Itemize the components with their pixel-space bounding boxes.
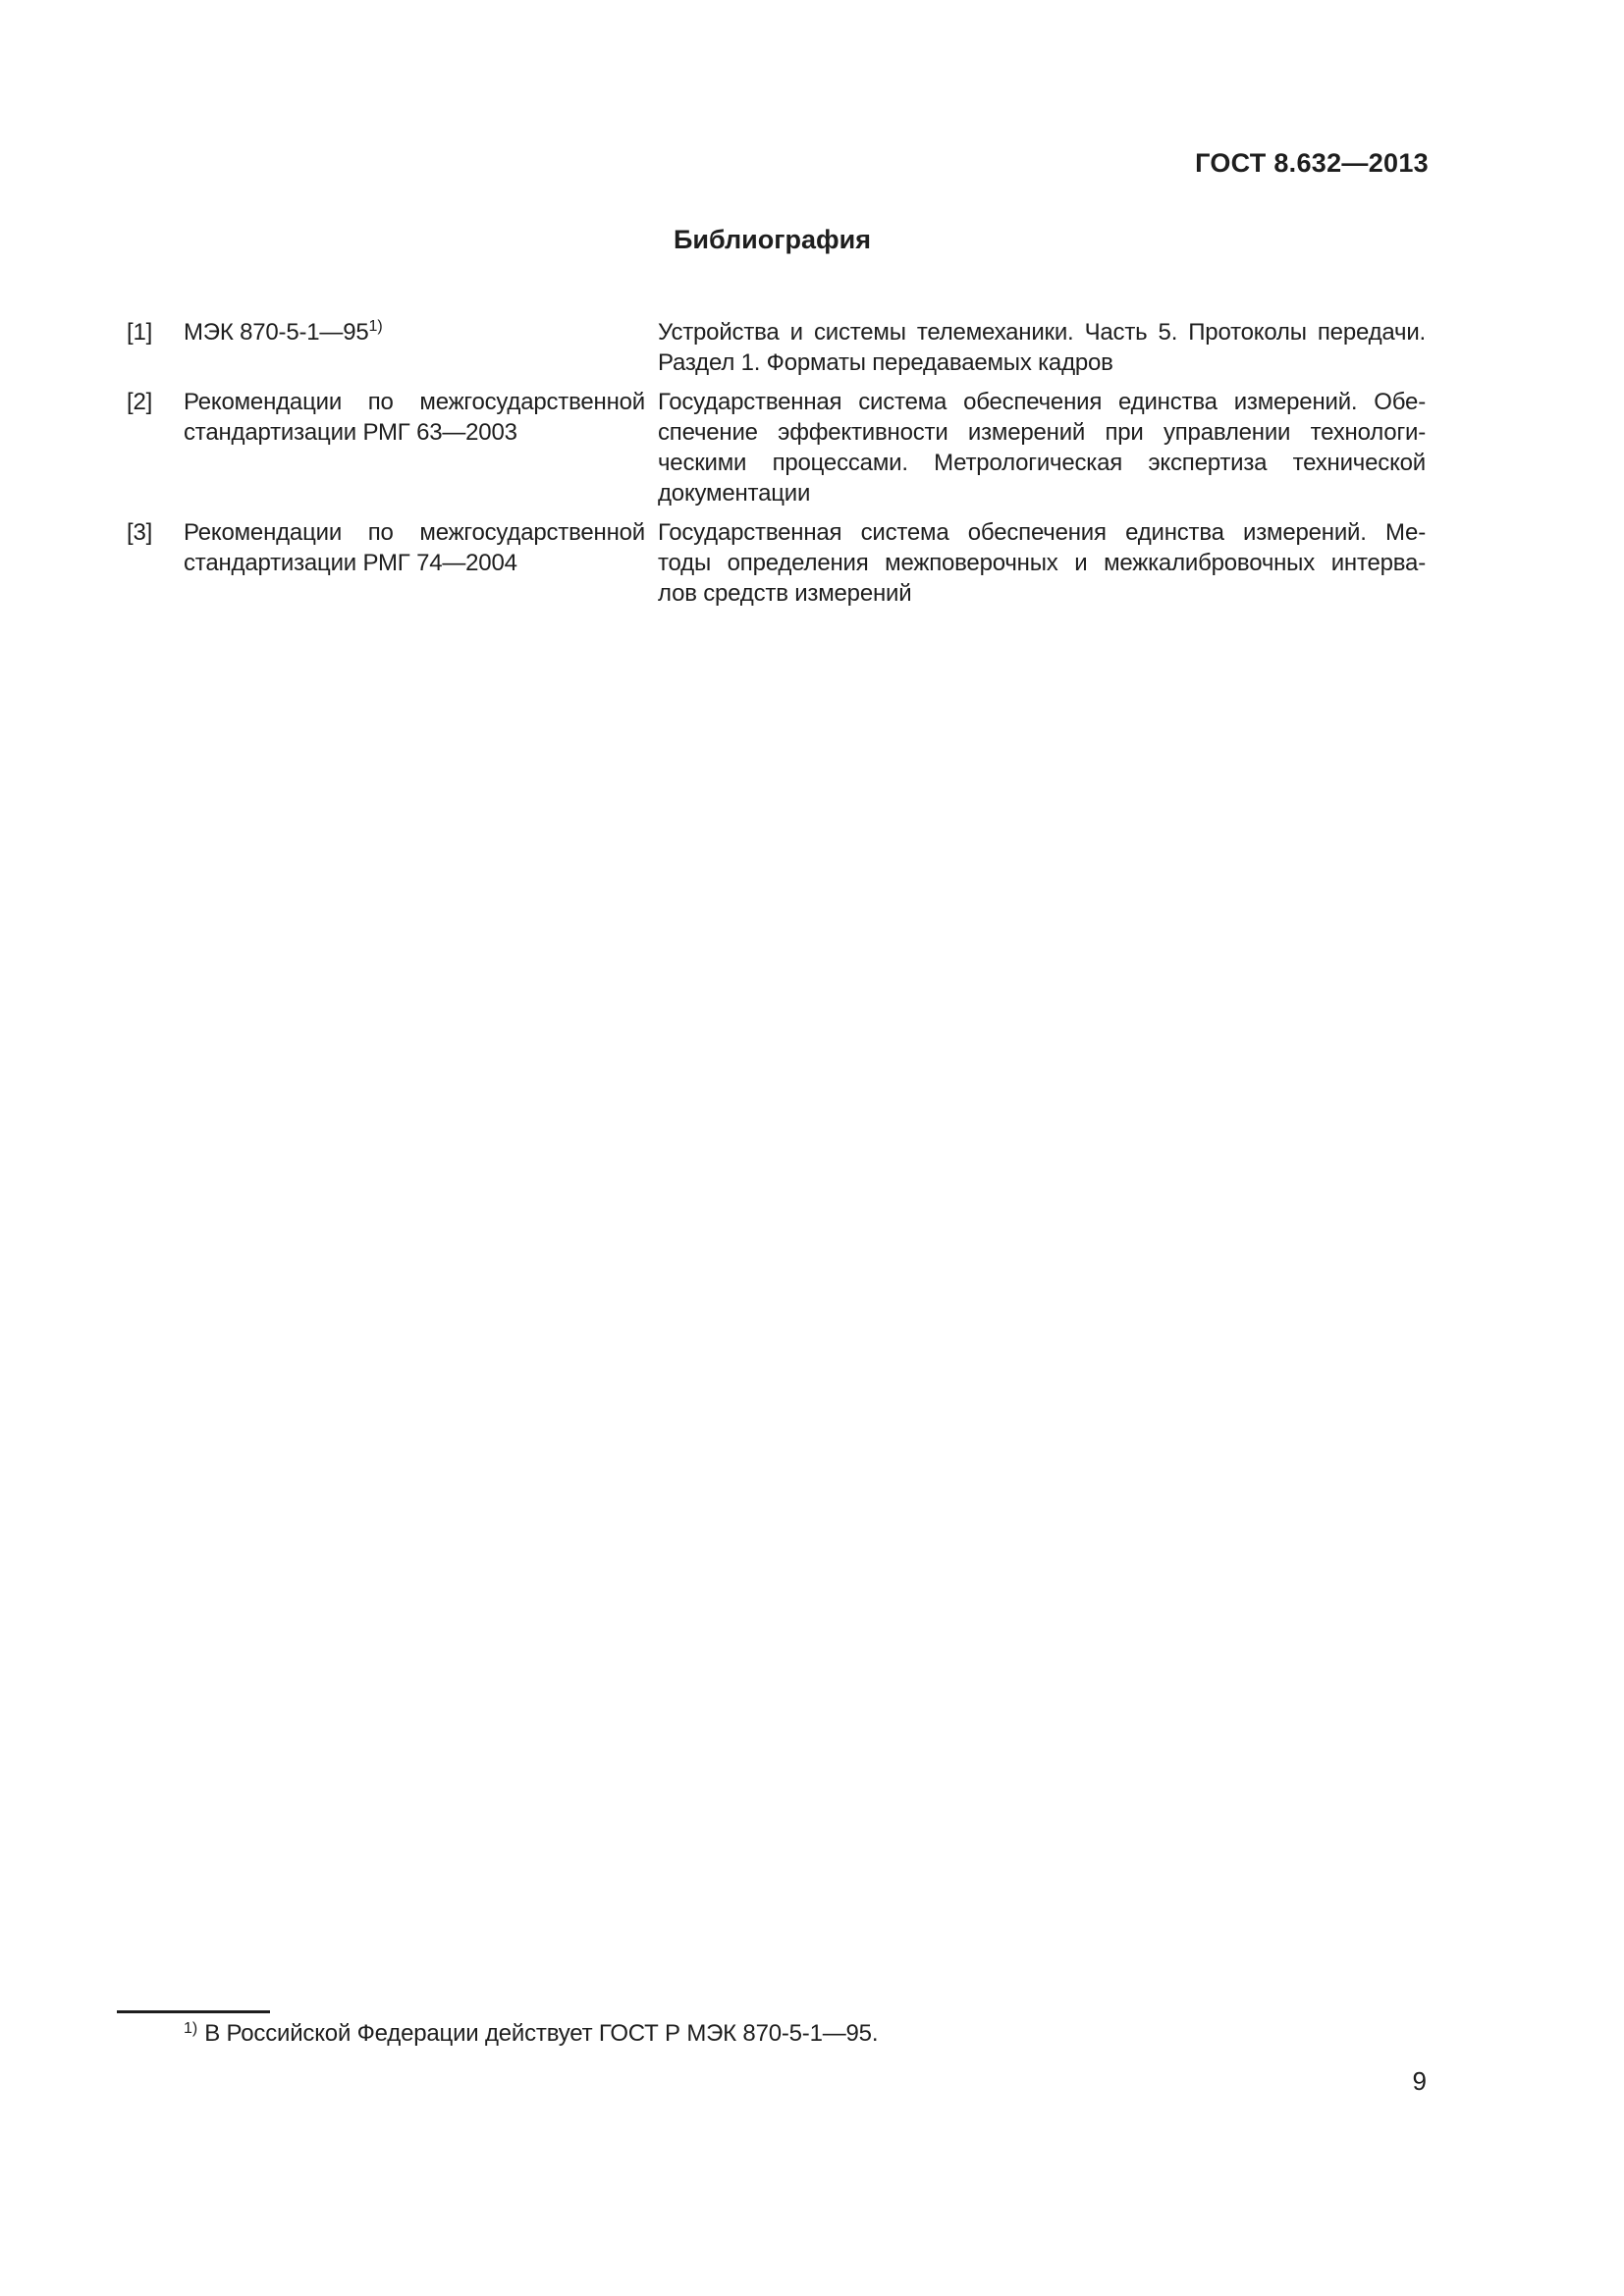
description-line: документации xyxy=(658,480,811,507)
description-line: лов средств измерений xyxy=(658,580,912,607)
entry-index: [2] xyxy=(127,389,153,415)
description-line: ческими процессами. Метрологическая экспертиза технической xyxy=(658,450,1426,476)
description-line: Устройства и системы телемеханики. Часть 5. Протоколы передачи. xyxy=(658,319,1426,346)
description-line: Раздел 1. Форматы передаваемых кадров xyxy=(658,349,1113,376)
reference-line: стандартизации РМГ 63—2003 xyxy=(184,419,517,446)
entry-reference xyxy=(184,317,645,378)
entry-description xyxy=(658,517,1426,609)
page-number: 9 xyxy=(1412,2066,1427,2096)
reference-line: Рекомендации по межгосударственной xyxy=(184,519,645,546)
bibliography-entry xyxy=(127,387,1435,508)
bibliography-entry xyxy=(127,317,1435,378)
footnote-text: В Российской Федерации действует ГОСТ Р МЭК 870-5-1—95. xyxy=(204,2020,879,2047)
entry-reference xyxy=(184,517,645,609)
reference-line xyxy=(184,317,645,347)
description-line: спечение эффективности измерений при управлении технологи- xyxy=(658,419,1426,446)
bibliography-section xyxy=(127,317,1435,617)
page-title: Библиография xyxy=(674,225,871,254)
description-line: Государственная система обеспечения единства измерений. Ме- xyxy=(658,519,1426,546)
footnote-separator xyxy=(117,2010,270,2013)
footnote-marker: 1) xyxy=(184,2020,198,2037)
entry-index: [3] xyxy=(127,519,153,546)
description-line: Государственная система обеспечения единства измерений. Обе- xyxy=(658,389,1426,415)
reference-text: МЭК 870-5-1—95 xyxy=(184,319,369,346)
entry-index: [1] xyxy=(127,319,153,346)
reference-line: стандартизации РМГ 74—2004 xyxy=(184,550,517,576)
entry-description xyxy=(658,317,1426,378)
description-line: тоды определения межповерочных и межкалибровочных интерва- xyxy=(658,550,1426,576)
footnote-marker-sup: 1) xyxy=(368,318,383,335)
entry-description xyxy=(658,387,1426,508)
document-code: ГОСТ 8.632—2013 xyxy=(1195,148,1429,178)
footnote xyxy=(184,2019,1421,2049)
entry-reference xyxy=(184,387,645,508)
reference-line: Рекомендации по межгосударственной xyxy=(184,389,645,415)
bibliography-entry xyxy=(127,517,1435,609)
